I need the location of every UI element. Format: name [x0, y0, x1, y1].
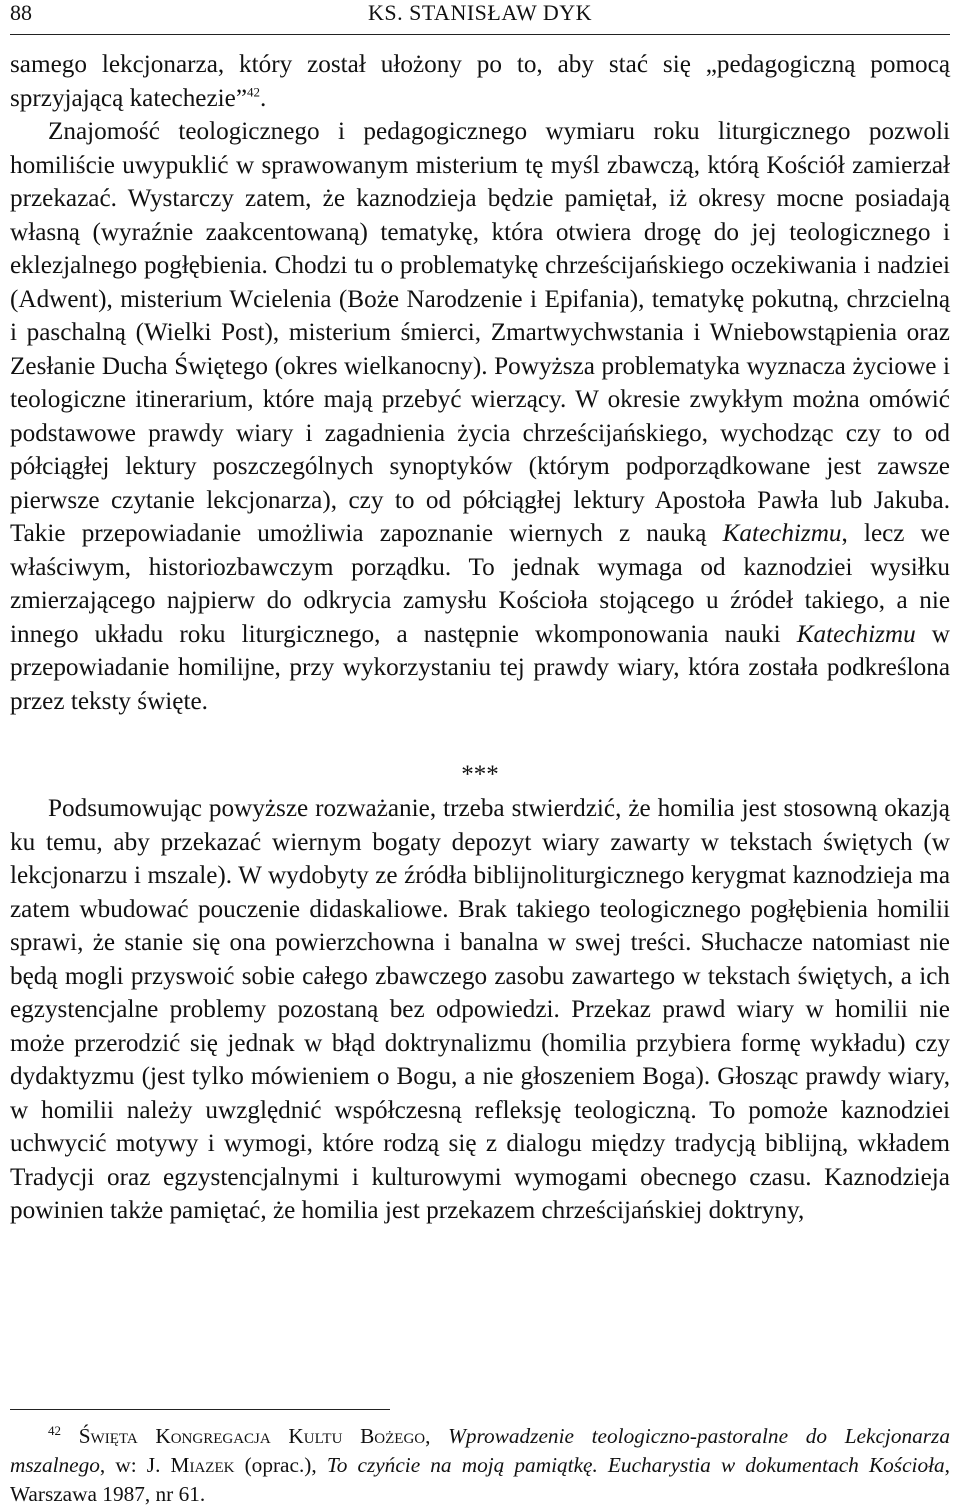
footnote-book-title: To czyńcie na moją pamiątkę. Eucharystia w dokumentach Kościoła — [326, 1453, 945, 1477]
paragraph-1-text: samego lekcjonarza, który został ułożony po to, aby stać się „pedagogiczną pomocą sprzyjającą katechezie” — [10, 51, 950, 112]
paragraph-1-end: . — [260, 84, 267, 112]
footnote-in: , w: J. — [99, 1453, 171, 1477]
footnote-number: 42 — [48, 1422, 61, 1438]
paragraph-3: Podsumowując powyższe rozważanie, trzeba stwierdzić, że homilia jest stosowną okazją ku temu, aby przekazać wiernym bogaty depozyt wiary zawarty w tekstach świętych (w lekcjonarzu i mszale). W wydobyty ze źródła biblijnoliturgicznego kerygmat kaznodzieja ma zatem wbudować pouczenie didaskaliowe. Brak takiego teologicznego pogłębienia homilii sprawi, że stanie się ona powierzchowna i banalna w swej treści. Słuchacze natomiast nie będą mogli przyswoić sobie całego zbawczego zasobu zawartego w tekstach świętych, a ich egzystencjalne problemy pozostaną bez odpowiedzi. Przekaz prawd wiary w homilii nie może przerodzić się jednak w błąd doktrynalizmu (homilia przybiera formę wykładu) czy dydaktyzmu (jest tylko mówieniem o Bogu, a nie głoszeniem Boga). Głosząc prawdy wiary, w homilii należy uwzględnić współczesną refleksję teologiczną. To pomoże kaznodziei uchwycić motywy i wymogi, które rodzą się z dialogu między tradycją biblijną, wkładem Tradycji oraz egzystencjalnymi i kulturowymi wymogami obecnego czasu. Kaznodzieja powinien także pamiętać, że homilia jest przekazem chrześcijańskiej doktryny, — [10, 795, 950, 1224]
paragraph-2-italic-katechizmu-1: Katechizmu — [722, 520, 842, 547]
main-text — [10, 48, 950, 1228]
paragraph-2-part-a: Znajomość teologicznego i pedagogicznego wymiaru roku liturgicznego pozwoli homiliście uwypuklić w sprawowanym misterium tę myśl zbawczą, którą Kościół zamierzał przekazać. Wystarczy zatem, że kaznodzieja będzie pamiętał, iż okresy mocne posiadają własną (wyraźnie zaakcentowaną) tematykę, która otwiera drogę do jej teologicznego i eklezjalnego pogłębienia. Chodzi tu o problematykę chrześcijańskiego oczekiwania i nadziei (Adwent), misterium Wcielenia (Boże Narodzenie i Epifania), tematykę pokutną, chrzcielną i paschalną (Wielki Post), misterium śmierci, Zmartwychwstania i Wniebowstąpienia oraz Zesłanie Ducha Świętego (okres wielkanocny). Powyższa problematyka wyznacza życiowe i teologiczne itinerarium, które mają przebyć wierzący. W okresie zwykłym można omówić podstawowe prawdy wiary i zagadnienia życia chrześcijańskiego, wychodząc czy to od półciągłej lektury poszczególnych synoptyków (którym podporządkowane jest zawsze pierwsze czytanie lekcjonarza), czy to od półciągłej lektury Apostoła Pawła lub Jakuba. Takie przepowiadanie umożliwia zapoznanie wiernych z nauką — [10, 118, 950, 547]
footnote-42 — [10, 1422, 950, 1509]
paragraph-2-part-b: , lecz we właściwym, historiozbawczym porządku. To jednak wymaga od kaznodziei wysiłku zmierzającego najpierw do odkrycia zamysłu Kościoła stojącego u źródeł takiego, a nie innego układu roku liturgicznego, a następnie wkomponowania nauki — [10, 520, 950, 648]
footnote-editor: Miazek — [170, 1453, 235, 1477]
page-number: 88 — [10, 0, 32, 25]
footnote-publication: , Warszawa 1987, nr 61. — [10, 1453, 950, 1506]
section-separator: *** — [461, 761, 499, 788]
page-header — [10, 0, 950, 28]
footnote-rule — [10, 1409, 390, 1410]
paragraph-2-italic-katechizmu-2: Katechizmu — [796, 620, 916, 648]
footnote-author: Święta Kongregacja Kultu Bożego — [78, 1424, 426, 1448]
footnote-ed: (oprac.), — [234, 1453, 327, 1477]
paragraph-2 — [10, 115, 950, 718]
footnote-ref-42[interactable]: 42 — [247, 84, 261, 100]
running-head: KS. STANISŁAW DYK — [368, 0, 592, 25]
paragraph-2-part-c: w przepowiadanie homilijne, przy wykorzystaniu tej prawdy wiary, która została podkreślona przez teksty święte. — [10, 620, 950, 715]
footnote-sep: , — [425, 1424, 449, 1448]
footnote-title: Wprowadzenie teologiczno-pastoralne do Lekcjonarza mszalnego — [10, 1424, 950, 1477]
footnote-text — [10, 1422, 950, 1509]
header-rule — [10, 34, 950, 35]
paragraph-1 — [10, 48, 950, 115]
